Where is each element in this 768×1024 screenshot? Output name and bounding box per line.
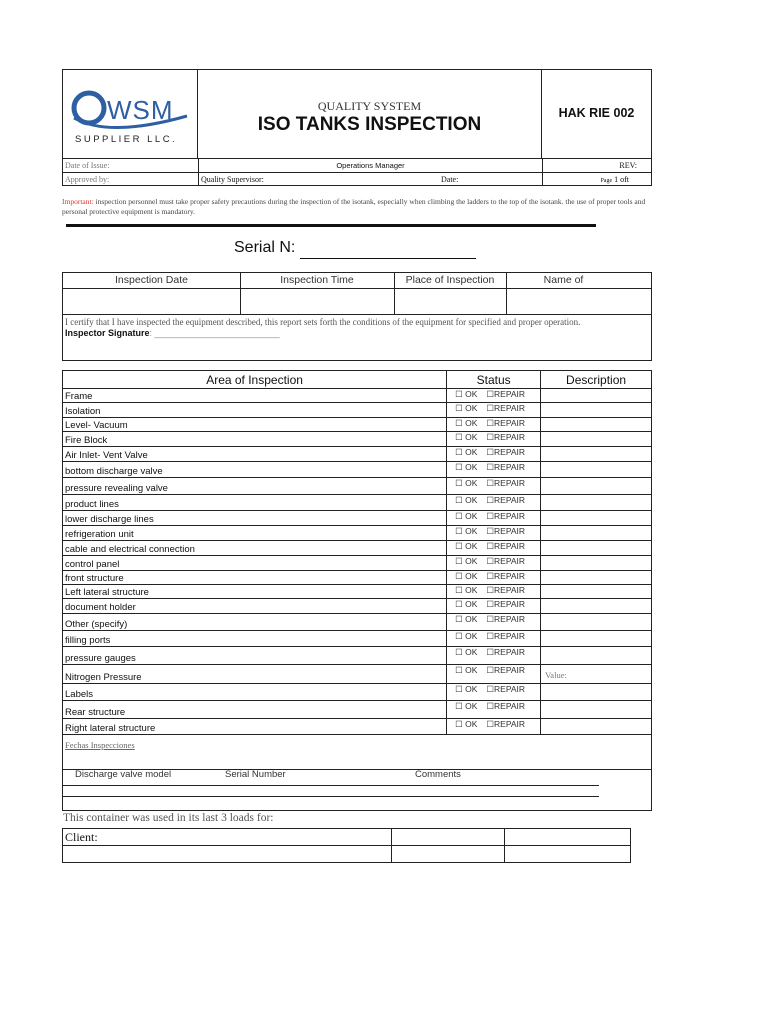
area-label: document holder [63, 599, 447, 614]
signature-line: : _________________________ [149, 328, 280, 338]
ok-checkbox[interactable]: ☐ OK [455, 665, 478, 675]
description-cell[interactable] [541, 585, 652, 599]
area-label: refrigeration unit [63, 526, 447, 541]
description-cell[interactable] [541, 389, 652, 403]
status-cell [447, 389, 541, 403]
repair-checkbox[interactable]: ☐REPAIR [486, 556, 526, 566]
status-cell [447, 447, 541, 462]
area-label: Nitrogen Pressure [63, 665, 447, 684]
load-cell-2[interactable] [392, 829, 505, 846]
description-cell[interactable] [541, 526, 652, 541]
area-row [63, 556, 652, 571]
col-inspection-date: Inspection Date [115, 274, 188, 286]
area-label: Air Inlet- Vent Valve [63, 447, 447, 462]
divider [66, 224, 596, 227]
ok-checkbox[interactable]: ☐ OK [455, 432, 478, 442]
ok-checkbox[interactable]: ☐ OK [455, 647, 478, 657]
rev-label: REV: [542, 159, 651, 172]
area-row [63, 432, 652, 447]
status-cell [447, 719, 541, 735]
area-label: Left lateral structure [63, 585, 447, 599]
col-name-of: Name of [543, 274, 584, 286]
ok-checkbox[interactable]: ☐ OK [455, 541, 478, 551]
inspection-info-table [62, 272, 652, 361]
repair-checkbox[interactable]: ☐REPAIR [486, 495, 526, 505]
repair-checkbox[interactable]: ☐REPAIR [486, 462, 526, 472]
comments-label: Comments [415, 769, 461, 780]
logo-brand: WSM [107, 95, 174, 125]
doc-code: HAK RIE 002 [558, 106, 635, 120]
area-row [63, 478, 652, 495]
area-row [63, 403, 652, 418]
repair-checkbox[interactable]: ☐REPAIR [486, 526, 526, 536]
repair-checkbox[interactable]: ☐REPAIR [486, 684, 526, 694]
load-cell-6[interactable] [505, 846, 631, 863]
repair-checkbox[interactable]: ☐REPAIR [486, 447, 526, 457]
loads-table [62, 828, 631, 863]
area-header: Area of Inspection [63, 371, 447, 389]
fechas-label: Fechas Inspecciones [65, 740, 135, 750]
description-cell[interactable] [541, 684, 652, 701]
status-header: Status [447, 371, 541, 389]
logo-cell [63, 70, 198, 158]
description-cell[interactable] [541, 403, 652, 418]
page-prefix: Page [600, 178, 613, 184]
ok-checkbox[interactable]: ☐ OK [455, 556, 478, 566]
area-label: bottom discharge valve [63, 462, 447, 478]
area-label: front structure [63, 571, 447, 585]
date-label: Date: [441, 175, 459, 184]
load-cell-3[interactable] [505, 829, 631, 846]
document-header [62, 69, 652, 186]
repair-checkbox[interactable]: ☐REPAIR [486, 665, 526, 675]
repair-checkbox[interactable]: ☐REPAIR [486, 511, 526, 521]
area-row [63, 495, 652, 511]
status-cell [447, 571, 541, 585]
page-number [542, 173, 651, 186]
title-cell [198, 70, 542, 158]
area-label: Labels [63, 684, 447, 701]
area-label: lower discharge lines [63, 511, 447, 526]
repair-checkbox[interactable]: ☐REPAIR [486, 571, 526, 581]
doc-code-cell [542, 70, 651, 158]
serial-number-label: Serial Number [225, 769, 286, 780]
repair-checkbox[interactable]: ☐REPAIR [486, 599, 526, 609]
discharge-line-1[interactable] [63, 785, 599, 786]
area-row [63, 389, 652, 403]
area-row [63, 665, 652, 684]
area-row [63, 447, 652, 462]
description-cell[interactable] [541, 495, 652, 511]
area-row [63, 462, 652, 478]
status-cell [447, 684, 541, 701]
approval-row [63, 172, 651, 185]
area-label: cable and electrical connection [63, 541, 447, 556]
area-label: product lines [63, 495, 447, 511]
status-cell [447, 526, 541, 541]
ok-checkbox[interactable]: ☐ OK [455, 614, 478, 624]
area-row [63, 647, 652, 665]
area-row [63, 526, 652, 541]
repair-checkbox[interactable]: ☐REPAIR [486, 478, 526, 488]
serial-input-line[interactable] [300, 258, 476, 259]
discharge-section [62, 766, 652, 811]
area-rows [63, 389, 652, 735]
certify-statement: I certify that I have inspected the equipment described, this report sets forth the conditions of the equipment for specified and proper operation. [65, 317, 581, 327]
status-cell [447, 631, 541, 647]
ok-checkbox[interactable]: ☐ OK [455, 403, 478, 413]
repair-checkbox[interactable]: ☐REPAIR [486, 614, 526, 624]
status-cell [447, 556, 541, 571]
safety-notice [62, 197, 654, 217]
name-of-input[interactable] [507, 289, 651, 314]
area-row [63, 571, 652, 585]
repair-checkbox[interactable]: ☐REPAIR [486, 647, 526, 657]
ok-checkbox[interactable]: ☐ OK [455, 418, 478, 428]
area-label: control panel [63, 556, 447, 571]
ok-checkbox[interactable]: ☐ OK [455, 719, 478, 729]
notice-text: inspection personnel must take proper safety precautions during the inspection of the isotank, especially when climbing the ladders to the top of the isotank. the use of proper tools and personal protective equipment is mandatory. [62, 197, 646, 216]
description-cell[interactable] [541, 418, 652, 432]
area-label: Right lateral structure [63, 719, 447, 735]
area-row [63, 511, 652, 526]
ok-checkbox[interactable]: ☐ OK [455, 701, 478, 711]
description-cell[interactable] [541, 432, 652, 447]
description-cell[interactable] [541, 556, 652, 571]
repair-checkbox[interactable]: ☐REPAIR [486, 585, 526, 595]
discharge-line-2[interactable] [63, 796, 599, 797]
description-cell[interactable] [541, 511, 652, 526]
ok-checkbox[interactable]: ☐ OK [455, 631, 478, 641]
approved-by-label: Approved by: [65, 175, 110, 184]
col-inspection-time: Inspection Time [280, 274, 354, 286]
area-row [63, 418, 652, 432]
status-cell [447, 614, 541, 631]
client-row [63, 829, 631, 846]
wsm-logo [69, 88, 193, 146]
description-cell[interactable] [541, 541, 652, 556]
value-label: Value: [545, 670, 567, 680]
status-cell [447, 701, 541, 719]
description-cell[interactable] [541, 599, 652, 614]
area-row [63, 585, 652, 599]
status-cell [447, 511, 541, 526]
inspection-time-input[interactable] [241, 289, 394, 314]
area-row [63, 599, 652, 614]
loads-intro: This container was used in its last 3 loads for: [63, 812, 274, 824]
repair-checkbox[interactable]: ☐REPAIR [486, 389, 526, 399]
area-row [63, 701, 652, 719]
operations-manager-label: Operations Manager [198, 159, 542, 172]
repair-checkbox[interactable]: ☐REPAIR [486, 701, 526, 711]
load-cell-5[interactable] [392, 846, 505, 863]
page-value: 1 oft [614, 175, 629, 184]
repair-checkbox[interactable]: ☐REPAIR [486, 432, 526, 442]
ok-checkbox[interactable]: ☐ OK [455, 447, 478, 457]
repair-checkbox[interactable]: ☐REPAIR [486, 541, 526, 551]
area-label: pressure revealing valve [63, 478, 447, 495]
description-cell[interactable] [541, 447, 652, 462]
ok-checkbox[interactable]: ☐ OK [455, 684, 478, 694]
ok-checkbox[interactable]: ☐ OK [455, 511, 478, 521]
description-cell[interactable] [541, 571, 652, 585]
repair-checkbox[interactable]: ☐REPAIR [486, 631, 526, 641]
client-label[interactable]: Client: [63, 829, 392, 846]
ok-checkbox[interactable]: ☐ OK [455, 585, 478, 595]
area-label: pressure gauges [63, 647, 447, 665]
signature-label: Inspector Signature [65, 328, 150, 338]
fechas-row [63, 735, 652, 770]
description-cell[interactable] [541, 614, 652, 631]
area-row [63, 631, 652, 647]
repair-checkbox[interactable]: ☐REPAIR [486, 418, 526, 428]
description-cell[interactable] [541, 478, 652, 495]
logo-subtitle: SUPPLIER LLC. [75, 134, 178, 145]
status-cell [447, 541, 541, 556]
area-row [63, 684, 652, 701]
date-of-issue-label: Date of Issue: [65, 161, 110, 170]
status-cell [447, 462, 541, 478]
status-cell [447, 647, 541, 665]
description-cell[interactable] [541, 647, 652, 665]
discharge-valve-model-label: Discharge valve model [75, 769, 172, 780]
area-row [63, 541, 652, 556]
area-inspection-table [62, 370, 652, 770]
area-label: Rear structure [63, 701, 447, 719]
load-row-2 [63, 846, 631, 863]
quality-system-label: QUALITY SYSTEM [317, 99, 422, 113]
description-cell[interactable] [541, 462, 652, 478]
ok-checkbox[interactable]: ☐ OK [455, 526, 478, 536]
area-label: Level- Vacuum [63, 418, 447, 432]
description-cell[interactable] [541, 701, 652, 719]
status-cell [447, 403, 541, 418]
status-cell [447, 432, 541, 447]
issue-row [63, 158, 651, 172]
ok-checkbox[interactable]: ☐ OK [455, 462, 478, 472]
ok-checkbox[interactable]: ☐ OK [455, 478, 478, 488]
ok-checkbox[interactable]: ☐ OK [455, 389, 478, 399]
area-label: Isolation [63, 403, 447, 418]
status-cell [447, 418, 541, 432]
description-cell[interactable] [541, 631, 652, 647]
repair-checkbox[interactable]: ☐REPAIR [486, 719, 526, 729]
load-cell-4[interactable] [63, 846, 392, 863]
ok-checkbox[interactable]: ☐ OK [455, 571, 478, 581]
description-cell[interactable] [541, 719, 652, 735]
quality-supervisor-label: Quality Supervisor: [198, 173, 542, 186]
important-label: Important: [62, 197, 94, 206]
description-header: Description [541, 371, 652, 389]
area-header-row [63, 371, 652, 389]
status-cell [447, 665, 541, 684]
repair-checkbox[interactable]: ☐REPAIR [486, 403, 526, 413]
area-label: Frame [63, 389, 447, 403]
serial-label: Serial N: [234, 239, 296, 256]
area-label: Other (specify) [63, 614, 447, 631]
status-cell [447, 585, 541, 599]
place-of-inspection-input[interactable] [395, 289, 506, 314]
area-row [63, 614, 652, 631]
col-place-of-inspection: Place of Inspection [405, 274, 495, 286]
ok-checkbox[interactable]: ☐ OK [455, 599, 478, 609]
status-cell [447, 478, 541, 495]
area-label: Fire Block [63, 432, 447, 447]
ok-checkbox[interactable]: ☐ OK [455, 495, 478, 505]
status-cell [447, 599, 541, 614]
inspector-signature[interactable] [65, 328, 280, 338]
document-title: ISO TANKS INSPECTION [257, 114, 482, 135]
area-label: filling ports [63, 631, 447, 647]
inspection-date-input[interactable] [63, 289, 240, 314]
status-cell [447, 495, 541, 511]
area-row [63, 719, 652, 735]
description-cell[interactable] [541, 665, 652, 684]
